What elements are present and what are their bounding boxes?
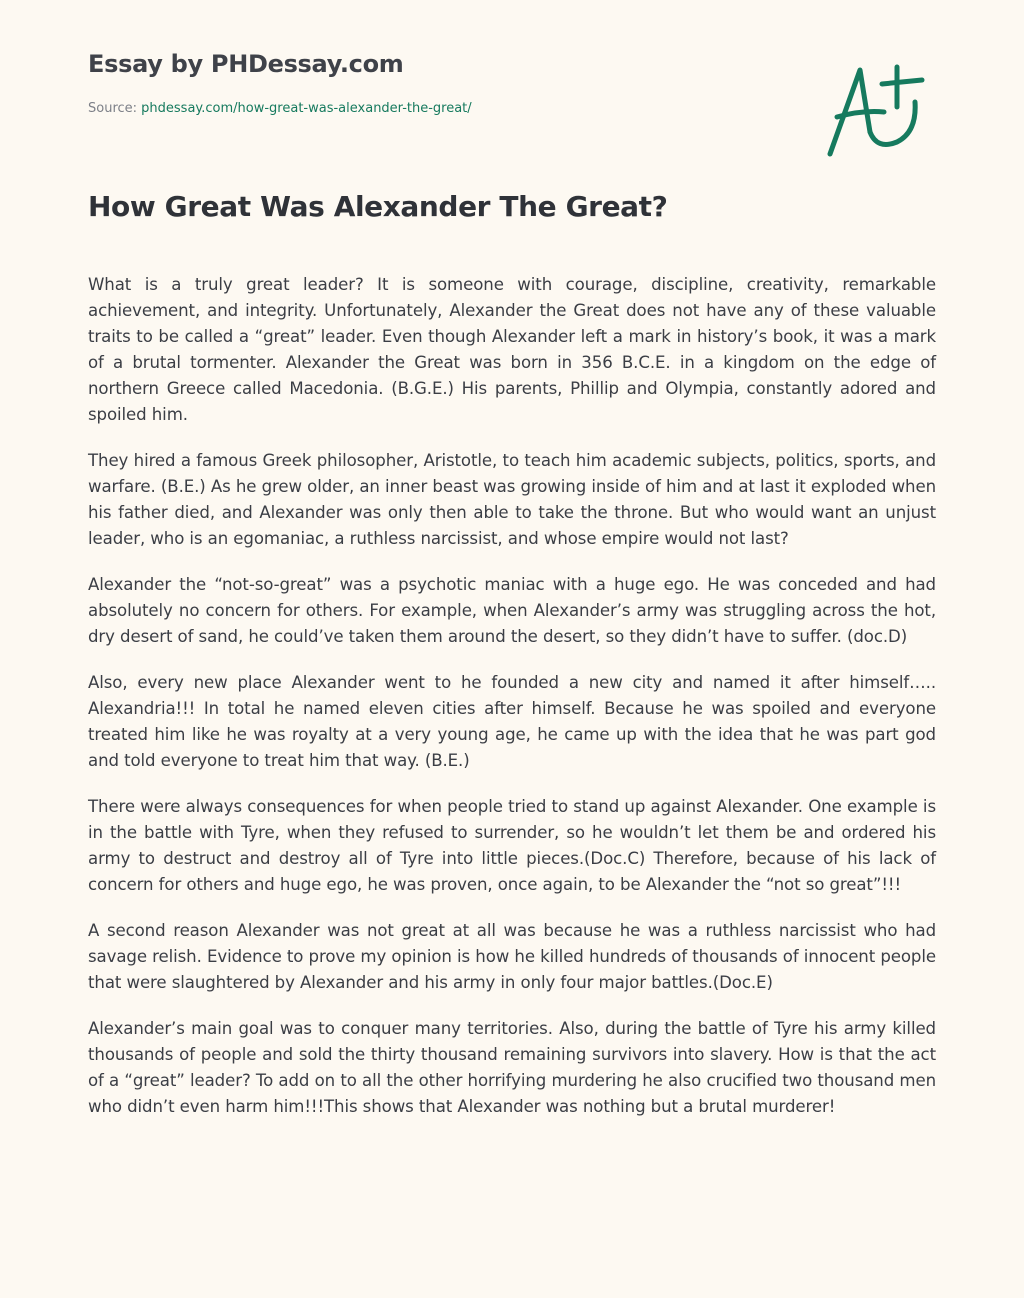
essay-body xyxy=(88,272,936,1140)
source-line xyxy=(88,101,472,116)
paragraph: Alexander the “not-so-great” was a psychotic maniac with a huge ego. He was conceded and had absolutely no concern for others. For example, when Alexander’s army was struggling across the hot, dry desert of sand, he could’ve taken them around the desert, so they didn’t have to suffer. (doc.D) xyxy=(88,575,936,646)
paragraph: A second reason Alexander was not great at all was because he was a ruthless narcissist who had savage relish. Evidence to prove my opinion is how he killed hundreds of thousands of innocent people that were slaughtered by Alexander and his army in only four major battles.(Doc.E) xyxy=(88,921,936,992)
paragraph: There were always consequences for when people tried to stand up against Alexander. One example is in the battle with Tyre, when they refused to surrender, so he wouldn’t let them be and ordered his army to destruct and destroy all of Tyre into little pieces.(Doc.C) Therefore, because of his lack of concern for others and huge ego, he was proven, once again, to be Alexander the “not so great”!!! xyxy=(88,797,936,894)
essay-title: How Great Was Alexander The Great? xyxy=(88,190,668,223)
paragraph: What is a truly great leader? It is someone with courage, discipline, creativity, remarkable achievement, and integrity. Unfortunately, Alexander the Great does not have any of these valuable traits to be called a “great” leader. Even though Alexander left a mark in history’s book, it was a mark of a brutal tormenter. Alexander the Great was born in 356 B.C.E. in a kingdom on the edge of northern Greece called Macedonia. (B.G.E.) His parents, Phillip and Olympia, constantly adored and spoiled him. xyxy=(88,275,936,424)
paragraph: Alexander’s main goal was to conquer many territories. Also, during the battle of Tyre his army killed thousands of people and sold the thirty thousand remaining survivors into slavery. How is that the act of a “great” leader? To add on to all the other horrifying murdering he also crucified two thousand men who didn’t even harm him!!!This shows that Alexander was nothing but a brutal murderer! xyxy=(88,1019,936,1116)
paragraph: Also, every new place Alexander went to he founded a new city and named it after himself….. Alexandria!!! In total he named eleven cities after himself. Because he was spoiled and everyone treated him like he was royalty at a very young age, he came up with the idea that he was part god and told everyone to treat him that way. (B.E.) xyxy=(88,673,936,770)
paragraph: They hired a famous Greek philosopher, Aristotle, to teach him academic subjects, politics, sports, and warfare. (B.E.) As he grew older, an inner beast was growing inside of him and at last it exploded when his father died, and Alexander was only then able to take the throne. But who would want an unjust leader, who is an egomaniac, a ruthless narcissist, and whose empire would not last? xyxy=(88,451,936,548)
brand-title: Essay by PHDessay.com xyxy=(88,50,404,78)
source-link[interactable]: phdessay.com/how-great-was-alexander-the-great/ xyxy=(141,101,472,116)
a-plus-logo-icon xyxy=(822,62,932,162)
source-label: Source: xyxy=(88,101,138,116)
